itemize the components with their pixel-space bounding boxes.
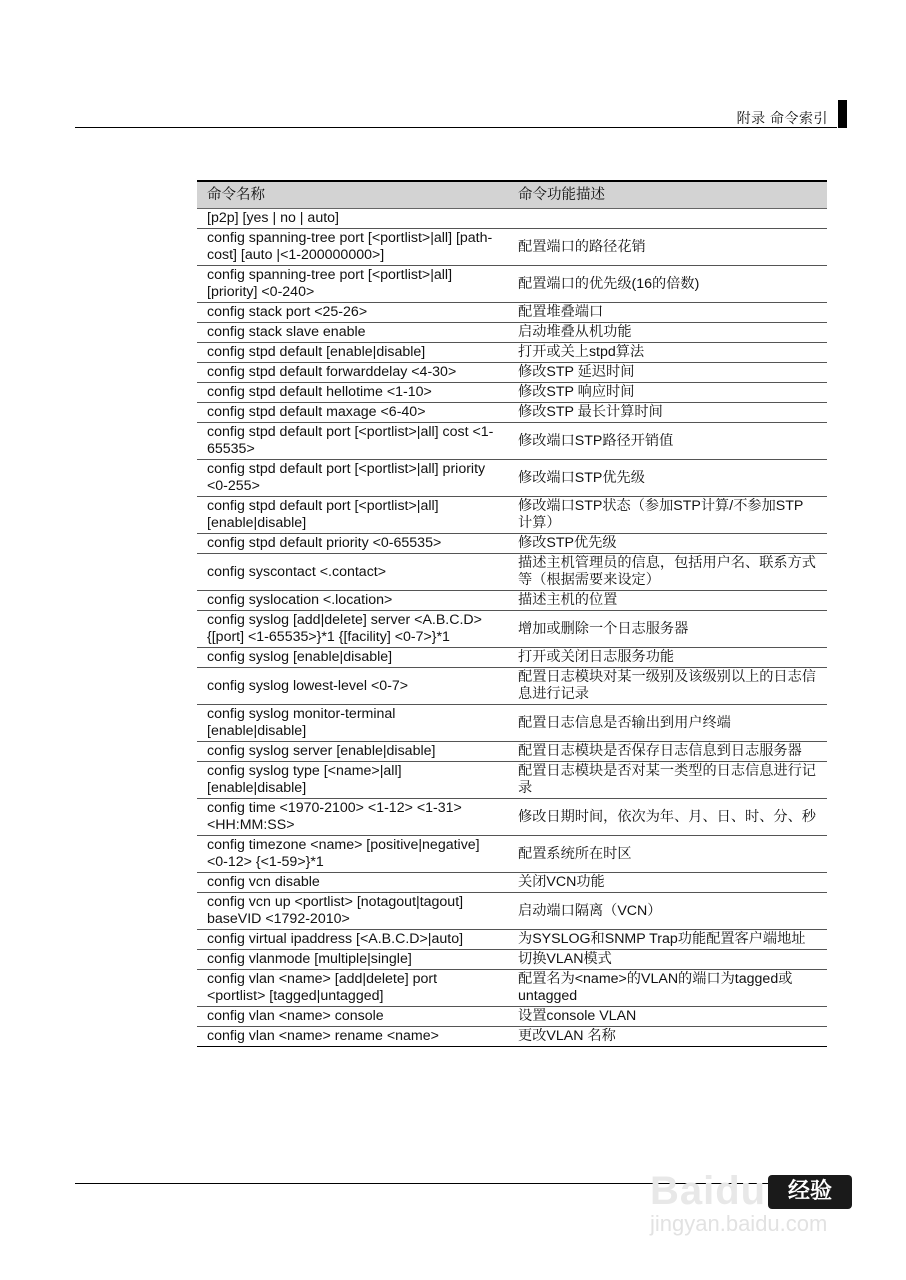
command-cell: config vlan <name> [add|delete] port <portlist> [tagged|untagged] bbox=[197, 970, 508, 1007]
command-cell: config stpd default hellotime <1-10> bbox=[197, 383, 508, 403]
description-cell: 配置系统所在时区 bbox=[508, 836, 827, 873]
table-row bbox=[197, 799, 827, 836]
table-row bbox=[197, 423, 827, 460]
table-row bbox=[197, 668, 827, 705]
watermark-brand: Baidu bbox=[650, 1169, 767, 1213]
command-cell: config vlan <name> console bbox=[197, 1007, 508, 1027]
description-cell: 为SYSLOG和SNMP Trap功能配置客户端地址 bbox=[508, 930, 827, 950]
description-cell: 修改STP 最长计算时间 bbox=[508, 403, 827, 423]
description-cell: 配置日志信息是否输出到用户终端 bbox=[508, 705, 827, 742]
description-cell: 修改端口STP路径开销值 bbox=[508, 423, 827, 460]
description-cell: 配置日志模块是否对某一类型的日志信息进行记录 bbox=[508, 762, 827, 799]
column-header-description: 命令功能描述 bbox=[508, 181, 827, 209]
description-cell: 修改STP 响应时间 bbox=[508, 383, 827, 403]
command-cell: config stpd default priority <0-65535> bbox=[197, 534, 508, 554]
command-cell: config virtual ipaddress [<A.B.C.D>|auto] bbox=[197, 930, 508, 950]
command-table bbox=[197, 180, 827, 1047]
command-cell: config stpd default port [<portlist>|all] cost <1-65535> bbox=[197, 423, 508, 460]
description-cell: 关闭VCN功能 bbox=[508, 873, 827, 893]
description-cell: 配置日志模块是否保存日志信息到日志服务器 bbox=[508, 742, 827, 762]
description-cell bbox=[508, 209, 827, 229]
description-cell: 修改端口STP优先级 bbox=[508, 460, 827, 497]
column-header-command: 命令名称 bbox=[197, 181, 508, 209]
table-row bbox=[197, 403, 827, 423]
description-cell: 修改STP 延迟时间 bbox=[508, 363, 827, 383]
description-cell: 打开或关上stpd算法 bbox=[508, 343, 827, 363]
command-cell: config vlanmode [multiple|single] bbox=[197, 950, 508, 970]
table-row bbox=[197, 742, 827, 762]
header-bar bbox=[838, 100, 847, 128]
description-cell: 描述主机管理员的信息，包括用户名、联系方式等（根据需要来设定） bbox=[508, 554, 827, 591]
command-cell: config time <1970-2100> <1-12> <1-31> <HH:MM:SS> bbox=[197, 799, 508, 836]
table-row bbox=[197, 383, 827, 403]
table-row bbox=[197, 893, 827, 930]
description-cell: 配置名为<name>的VLAN的端口为tagged或untagged bbox=[508, 970, 827, 1007]
watermark-badge: 经验 bbox=[768, 1175, 852, 1209]
command-cell: config syslog lowest-level <0-7> bbox=[197, 668, 508, 705]
table-row bbox=[197, 343, 827, 363]
command-cell: config vcn disable bbox=[197, 873, 508, 893]
command-cell: [p2p] [yes | no | auto] bbox=[197, 209, 508, 229]
watermark-site: jingyan.baidu.com bbox=[650, 1211, 828, 1236]
table-row bbox=[197, 497, 827, 534]
description-cell: 修改日期时间，依次为年、月、日、时、分、秒 bbox=[508, 799, 827, 836]
table-row bbox=[197, 970, 827, 1007]
command-cell: config stpd default port [<portlist>|all] priority <0-255> bbox=[197, 460, 508, 497]
table-row bbox=[197, 873, 827, 893]
table-row bbox=[197, 460, 827, 497]
table-row bbox=[197, 554, 827, 591]
command-cell: config spanning-tree port [<portlist>|all] [priority] <0-240> bbox=[197, 266, 508, 303]
description-cell: 修改STP优先级 bbox=[508, 534, 827, 554]
table-row bbox=[197, 1027, 827, 1047]
description-cell: 更改VLAN 名称 bbox=[508, 1027, 827, 1047]
description-cell: 打开或关闭日志服务功能 bbox=[508, 648, 827, 668]
table-row bbox=[197, 930, 827, 950]
command-cell: config stack slave enable bbox=[197, 323, 508, 343]
command-cell: config vcn up <portlist> [notagout|tagout] baseVID <1792-2010> bbox=[197, 893, 508, 930]
command-cell: config timezone <name> [positive|negative] <0-12> {<1-59>}*1 bbox=[197, 836, 508, 873]
command-cell: config syscontact <.contact> bbox=[197, 554, 508, 591]
description-cell: 启动堆叠从机功能 bbox=[508, 323, 827, 343]
table-row bbox=[197, 1007, 827, 1027]
table-row bbox=[197, 229, 827, 266]
top-rule bbox=[75, 127, 837, 128]
table-row bbox=[197, 836, 827, 873]
command-cell: config stpd default maxage <6-40> bbox=[197, 403, 508, 423]
command-cell: config stpd default [enable|disable] bbox=[197, 343, 508, 363]
section-header: 附录 命令索引 bbox=[736, 110, 828, 126]
table-row bbox=[197, 950, 827, 970]
command-cell: config syslog [add|delete] server <A.B.C.D> {[port] <1-65535>}*1 {[facility] <0-7>}*1 bbox=[197, 611, 508, 648]
command-cell: config syslog server [enable|disable] bbox=[197, 742, 508, 762]
description-cell: 描述主机的位置 bbox=[508, 591, 827, 611]
description-cell: 配置端口的优先级(16的倍数) bbox=[508, 266, 827, 303]
command-cell: config syslog type [<name>|all] [enable|disable] bbox=[197, 762, 508, 799]
command-cell: config spanning-tree port [<portlist>|all] [path-cost] [auto |<1-200000000>] bbox=[197, 229, 508, 266]
table-row bbox=[197, 705, 827, 742]
command-cell: config syslog [enable|disable] bbox=[197, 648, 508, 668]
table-header-row bbox=[197, 181, 827, 209]
table-row bbox=[197, 648, 827, 668]
table-row bbox=[197, 363, 827, 383]
command-cell: config stpd default forwarddelay <4-30> bbox=[197, 363, 508, 383]
table-row bbox=[197, 534, 827, 554]
command-cell: config stpd default port [<portlist>|all] [enable|disable] bbox=[197, 497, 508, 534]
baidu-jingyan-watermark bbox=[650, 1165, 860, 1240]
table-row bbox=[197, 303, 827, 323]
table-row bbox=[197, 591, 827, 611]
description-cell: 修改端口STP状态（参加STP计算/不参加STP计算） bbox=[508, 497, 827, 534]
command-cell: config stack port <25-26> bbox=[197, 303, 508, 323]
table-row bbox=[197, 266, 827, 303]
command-cell: config syslocation <.location> bbox=[197, 591, 508, 611]
table-row bbox=[197, 209, 827, 229]
table-row bbox=[197, 611, 827, 648]
description-cell: 配置日志模块对某一级别及该级别以上的日志信息进行记录 bbox=[508, 668, 827, 705]
command-cell: config vlan <name> rename <name> bbox=[197, 1027, 508, 1047]
description-cell: 配置堆叠端口 bbox=[508, 303, 827, 323]
table-row bbox=[197, 323, 827, 343]
description-cell: 启动端口隔离（VCN） bbox=[508, 893, 827, 930]
description-cell: 配置端口的路径花销 bbox=[508, 229, 827, 266]
description-cell: 增加或删除一个日志服务器 bbox=[508, 611, 827, 648]
description-cell: 设置console VLAN bbox=[508, 1007, 827, 1027]
description-cell: 切换VLAN模式 bbox=[508, 950, 827, 970]
command-cell: config syslog monitor-terminal [enable|disable] bbox=[197, 705, 508, 742]
table-row bbox=[197, 762, 827, 799]
